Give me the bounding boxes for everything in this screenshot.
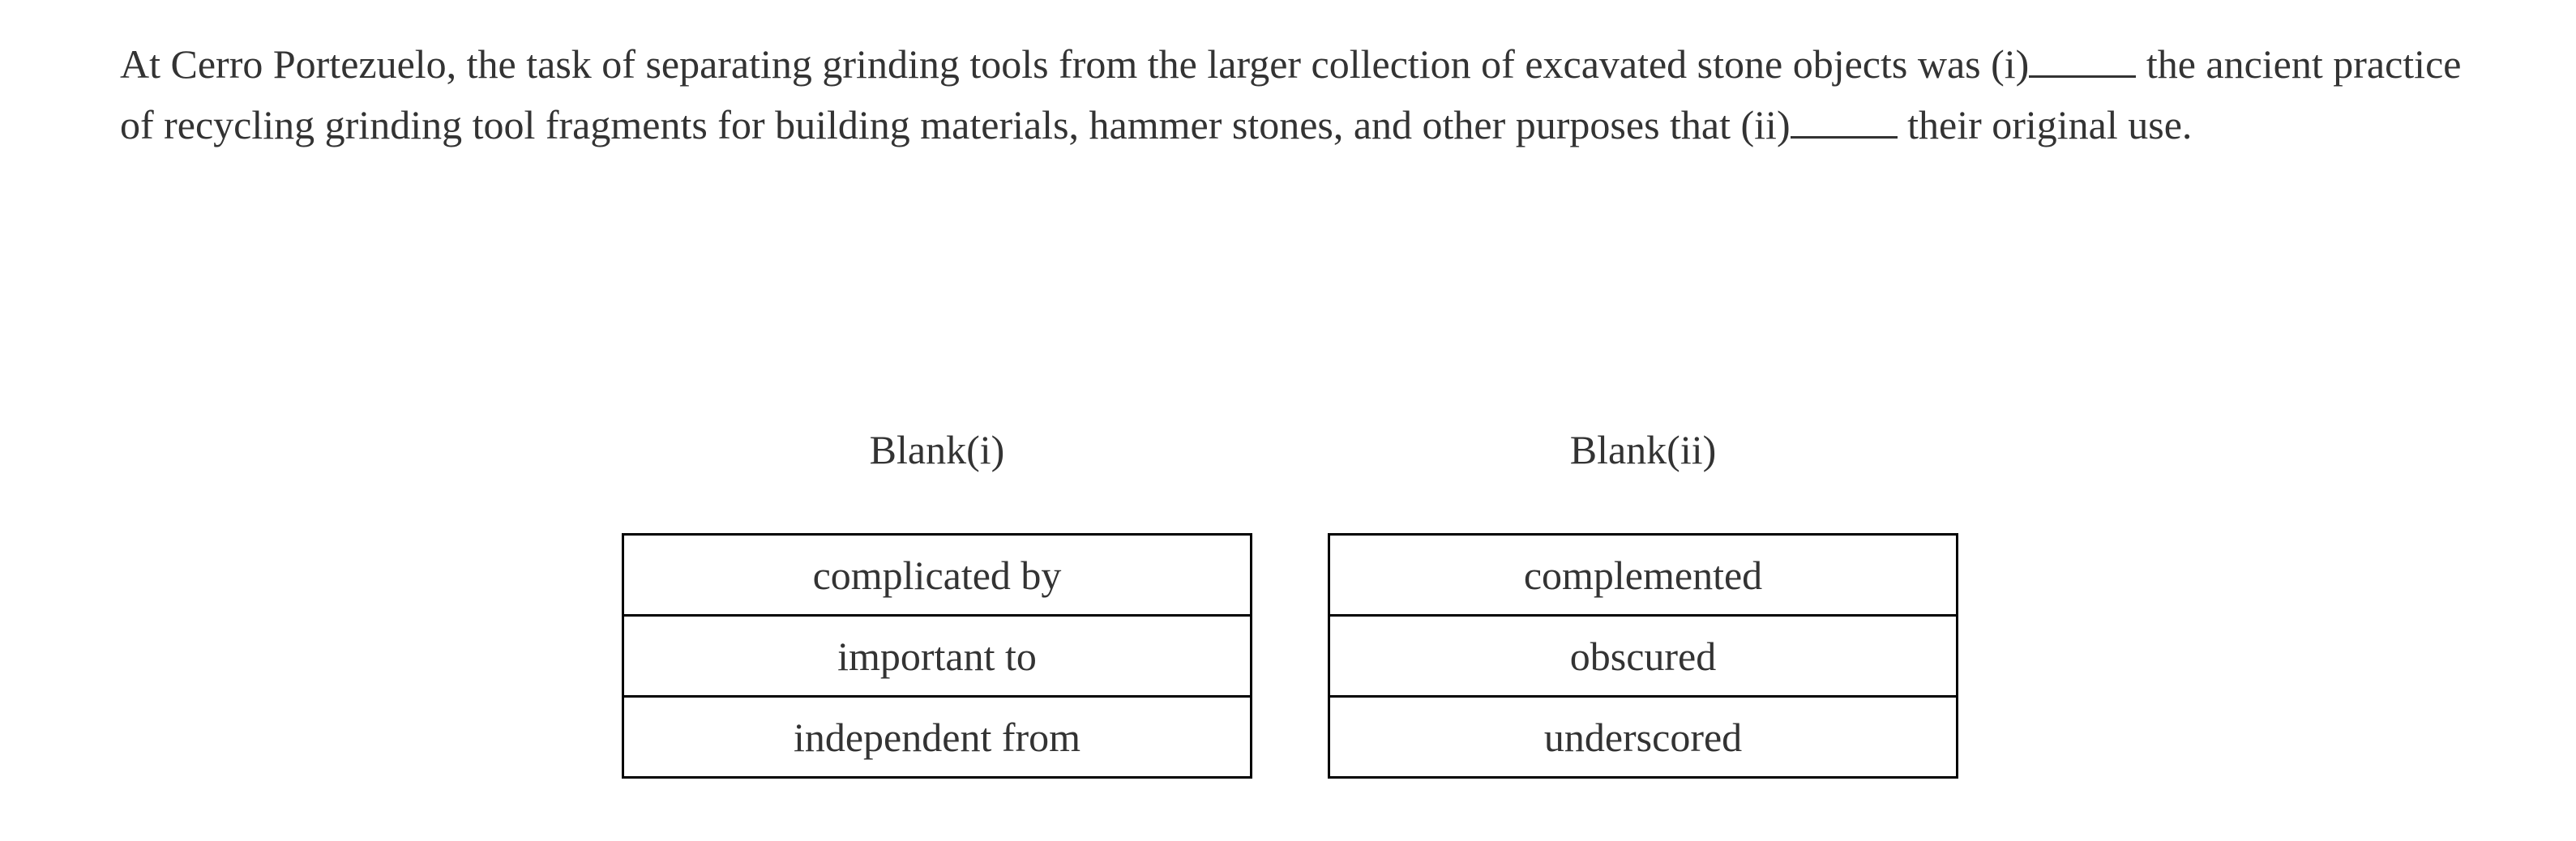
blank-marker-i: (i) xyxy=(1991,41,2030,87)
table-row xyxy=(623,697,1252,778)
passage-segment: their original use. xyxy=(1897,102,2193,147)
blank-i-option[interactable]: independent from xyxy=(623,697,1252,778)
blank-line-ii xyxy=(1791,104,1898,139)
blank-ii-option[interactable]: underscored xyxy=(1329,697,1958,778)
blank-i-option[interactable]: important to xyxy=(623,616,1252,697)
table-row xyxy=(1329,697,1958,778)
passage-segment: the ancient practice of recycling grinding tool fragments for building materials, hammer stones, and other purposes that xyxy=(120,41,2462,147)
blank-i-label: Blank(i) xyxy=(869,427,1005,472)
blank-ii-label: Blank(ii) xyxy=(1569,427,1717,472)
table-row xyxy=(623,535,1252,616)
blank-marker-ii: (ii) xyxy=(1740,102,1791,147)
blank-ii-option[interactable]: complemented xyxy=(1329,535,1958,616)
question-passage xyxy=(120,34,2471,156)
passage-segment: At Cerro Portezuelo, the task of separating grinding tools from the larger collection of excavated stone objects was xyxy=(120,41,1992,87)
blank-i-option[interactable]: complicated by xyxy=(623,535,1252,616)
table-row xyxy=(1329,616,1958,697)
table-row xyxy=(623,616,1252,697)
blank-ii-options-table xyxy=(1328,533,1958,779)
blank-line-i xyxy=(2029,43,2136,78)
table-row xyxy=(1329,535,1958,616)
blank-ii-option[interactable]: obscured xyxy=(1329,616,1958,697)
blank-ii-column xyxy=(1328,420,1958,779)
blank-i-column xyxy=(622,420,1252,779)
blank-i-options-table xyxy=(622,533,1252,779)
